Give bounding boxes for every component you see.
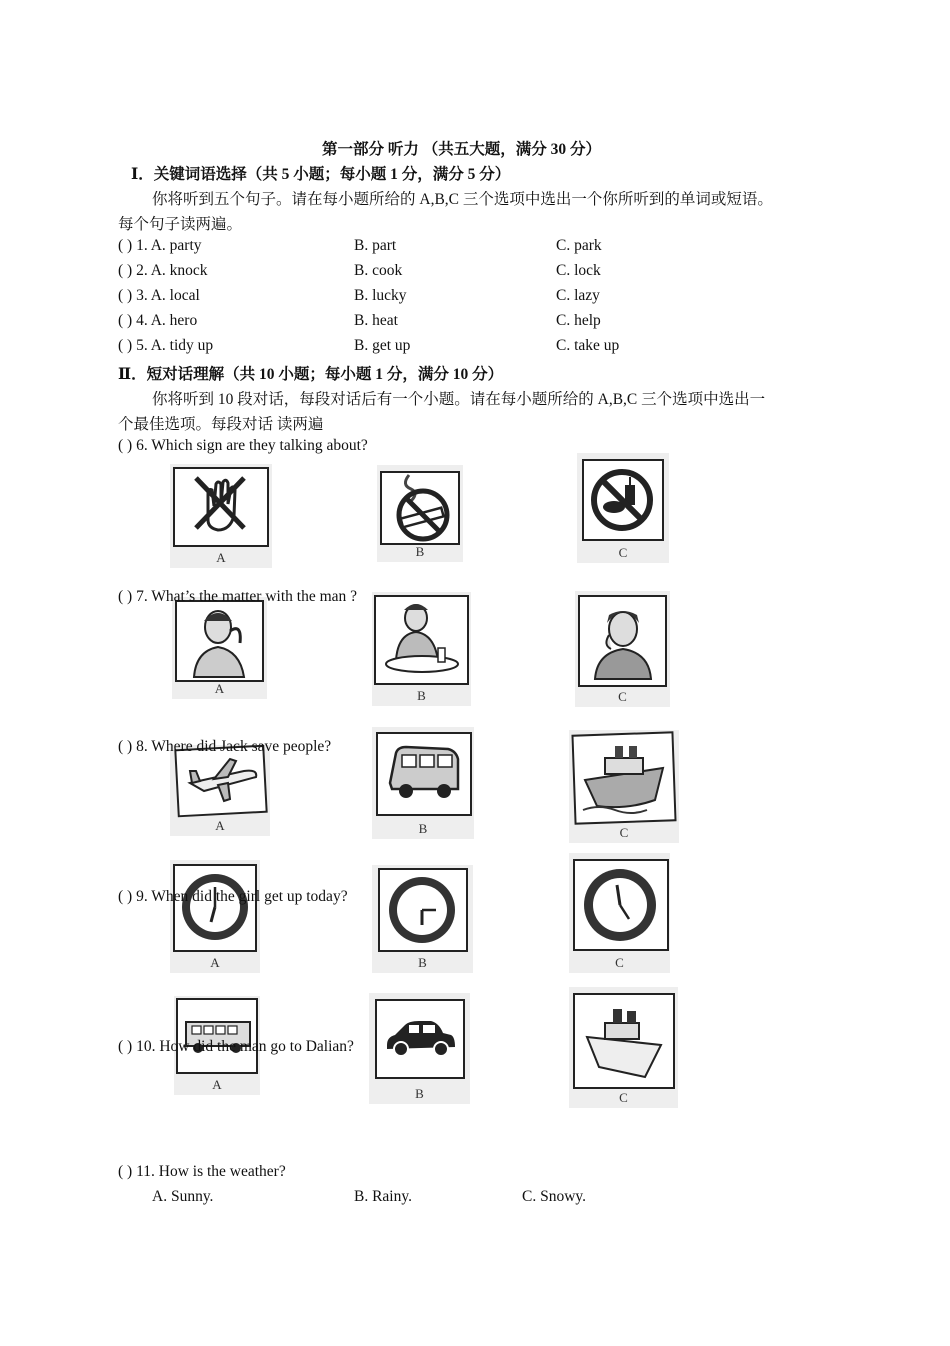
section1-heading: Ⅰ．关键词语选择（共 5 小题；每小题 1 分，满分 5 分） bbox=[131, 166, 511, 183]
q7-option-a-image bbox=[172, 597, 267, 699]
q6-caption-a: A bbox=[216, 550, 226, 565]
section2-instruction-2: 个最佳选项。每段对话 读两遍 bbox=[118, 416, 324, 433]
question-11: ( ) 11. How is the weather? bbox=[118, 1163, 286, 1180]
question-1-c: C. park bbox=[556, 237, 602, 254]
clock-icon bbox=[178, 870, 252, 944]
q7-caption-a: A bbox=[214, 681, 225, 696]
q8-option-b-image bbox=[372, 727, 474, 839]
clock-icon bbox=[579, 865, 661, 945]
q10-caption-a: A bbox=[212, 1077, 222, 1092]
q6-option-b-image bbox=[377, 465, 463, 562]
no-touching-sign-icon bbox=[190, 472, 250, 536]
question-3-a: ( ) 3. A. local bbox=[118, 287, 200, 304]
question-2-b: B. cook bbox=[354, 262, 403, 279]
car-icon bbox=[383, 1019, 457, 1059]
q10-caption-c: C bbox=[619, 1090, 628, 1105]
ship-icon bbox=[579, 740, 669, 816]
q9-option-c-image bbox=[569, 853, 670, 973]
q10-caption-b: B bbox=[415, 1086, 424, 1101]
q6-option-c-image bbox=[577, 453, 669, 563]
question-10: ( ) 10. How did the man go to Dalian? bbox=[118, 1038, 354, 1055]
airplane-icon bbox=[184, 753, 262, 805]
question-7: ( ) 7. What’s the matter with the man ? bbox=[118, 588, 358, 605]
question-4-a: ( ) 4. A. hero bbox=[118, 312, 198, 329]
question-2-a: ( ) 2. A. knock bbox=[118, 262, 208, 279]
q9-option-b-image bbox=[372, 865, 473, 973]
clock-icon bbox=[384, 873, 460, 947]
question-1-a: ( ) 1. A. party bbox=[118, 237, 202, 254]
question-5-b: B. get up bbox=[354, 337, 411, 354]
question-3-b: B. lucky bbox=[354, 287, 407, 304]
question-3-c: C. lazy bbox=[556, 287, 600, 304]
q9-caption-c: C bbox=[615, 955, 624, 970]
man-headache-icon bbox=[186, 603, 256, 679]
man-stomachache-icon bbox=[382, 598, 462, 680]
section2-heading: Ⅱ．短对话理解（共 10 小题；每小题 1 分，满分 10 分） bbox=[118, 366, 504, 383]
q7-caption-b: B bbox=[417, 688, 426, 703]
q7-caption-c: C bbox=[618, 689, 627, 704]
question-11-option-c: C. Snowy. bbox=[522, 1188, 587, 1205]
part-title: 第一部分 听力 （共五大题，满分 30 分） bbox=[322, 141, 602, 158]
question-4-c: C. help bbox=[556, 312, 601, 329]
q9-caption-a: A bbox=[210, 955, 220, 970]
q9-caption-b: B bbox=[418, 955, 427, 970]
question-1-b: B. part bbox=[354, 237, 397, 254]
question-2-c: C. lock bbox=[556, 262, 601, 279]
question-4-b: B. heat bbox=[354, 312, 398, 329]
no-food-drink-sign-icon bbox=[589, 467, 655, 533]
q8-option-a-image bbox=[170, 745, 270, 836]
q7-option-c-image bbox=[575, 591, 670, 707]
q10-option-b-image bbox=[369, 993, 470, 1104]
section2-instruction-1: 你将听到 10 段对话，每段对话后有一个小题。请在每小题所给的 A,B,C 三个选项中选出一 bbox=[152, 391, 766, 408]
bus-icon bbox=[384, 743, 464, 803]
q6-caption-c: C bbox=[618, 545, 628, 560]
question-11-option-a: A. Sunny. bbox=[152, 1188, 214, 1205]
q8-caption-c: C bbox=[619, 825, 629, 840]
q10-option-c-image bbox=[569, 987, 678, 1108]
q6-option-a-image bbox=[170, 464, 272, 568]
section1-instruction-2: 每个句子读两遍。 bbox=[118, 216, 243, 233]
q7-option-b-image bbox=[372, 592, 471, 706]
question-5-c: C. take up bbox=[556, 337, 620, 354]
no-smoking-sign-icon bbox=[389, 471, 453, 543]
q9-option-a-image bbox=[170, 860, 260, 973]
section1-instruction-1: 你将听到五个句子。请在每小题所给的 A,B,C 三个选项中选出一个你所听到的单词或短语。 bbox=[152, 191, 773, 208]
question-9: ( ) 9. When did the girl get up today? bbox=[118, 888, 348, 905]
question-11-option-b: B. Rainy. bbox=[354, 1188, 412, 1205]
question-6: ( ) 6. Which sign are they talking about? bbox=[118, 437, 368, 454]
question-5-a: ( ) 5. A. tidy up bbox=[118, 337, 214, 354]
q8-option-c-image bbox=[569, 730, 679, 843]
ship-icon bbox=[581, 1001, 667, 1081]
question-8: ( ) 8. Where did Jack save people? bbox=[118, 738, 332, 755]
q8-caption-a: A bbox=[215, 818, 225, 833]
q8-caption-b: B bbox=[418, 821, 428, 836]
boy-toothache-icon bbox=[587, 601, 659, 681]
q6-caption-b: B bbox=[415, 544, 425, 559]
